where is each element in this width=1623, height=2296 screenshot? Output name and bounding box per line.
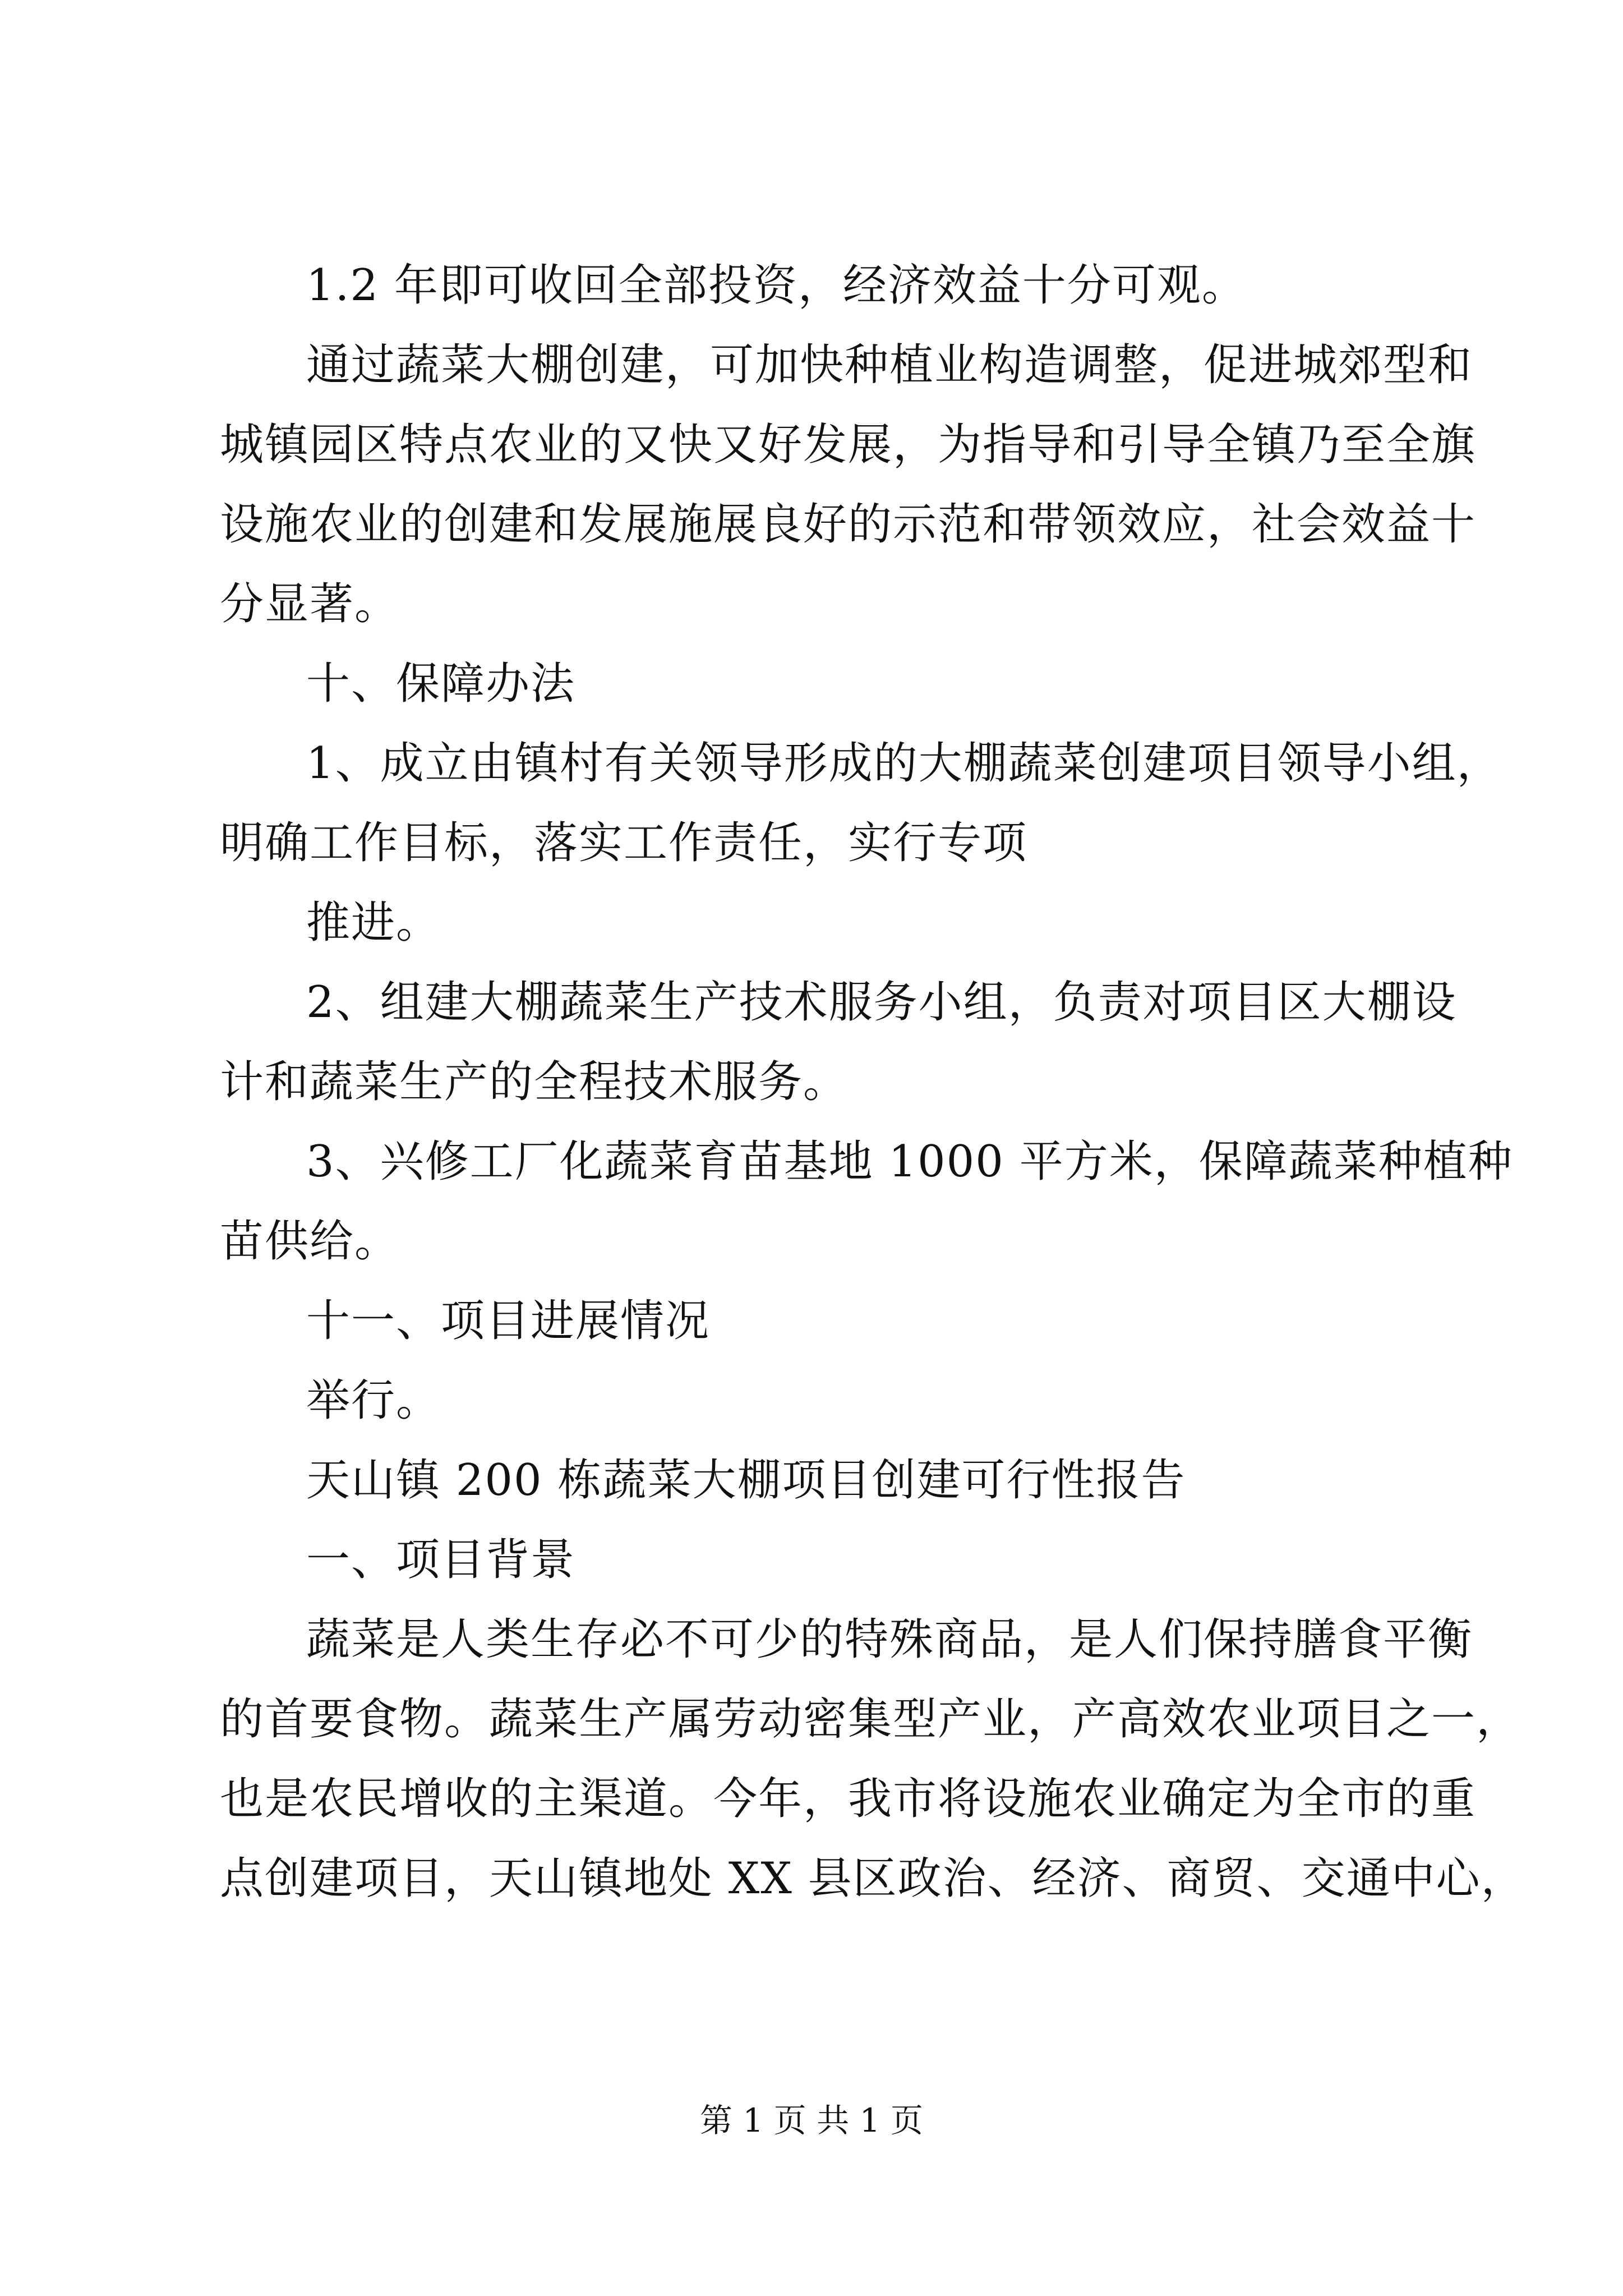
text-line: 分显著。 bbox=[220, 579, 400, 629]
text-line: 1.2 年即可收回全部投资，经济效益十分可观。 bbox=[306, 260, 1247, 311]
section-heading: 十、保障办法 bbox=[306, 659, 576, 709]
text-line: 1、成立由镇村有关领导形成的大棚蔬菜创建项目领导小组， bbox=[306, 738, 1502, 789]
text-line: 推进。 bbox=[306, 898, 441, 948]
text-line: 明确工作目标，落实工作责任，实行专项 bbox=[220, 818, 1028, 868]
text-line: 2、组建大棚蔬菜生产技术服务小组，负责对项目区大棚设 bbox=[306, 977, 1457, 1028]
section-heading: 十一、项目进展情况 bbox=[306, 1296, 711, 1346]
text-line: 点创建项目，天山镇地处 XX 县区政治、经济、商贸、交通中心， bbox=[220, 1853, 1526, 1904]
document-body bbox=[220, 246, 1526, 1918]
section-heading: 一、项目背景 bbox=[306, 1535, 576, 1585]
text-line: 的首要食物。蔬菜生产属劳动密集型产业，产高效农业项目之一， bbox=[220, 1694, 1521, 1745]
text-line: 3、兴修工厂化蔬菜育苗基地 1000 平方米，保障蔬菜种植种 bbox=[306, 1137, 1513, 1187]
text-line: 计和蔬菜生产的全程技术服务。 bbox=[220, 1057, 849, 1107]
text-line: 通过蔬菜大棚创建，可加快种植业构造调整，促进城郊型和 bbox=[306, 340, 1473, 390]
text-line: 苗供给。 bbox=[220, 1216, 400, 1267]
text-line: 设施农业的创建和发展施展良好的示范和带领效应，社会效益十 bbox=[220, 499, 1477, 550]
text-line: 城镇园区特点农业的又快又好发展，为指导和引导全镇乃至全旗 bbox=[220, 420, 1477, 470]
text-line: 也是农民增收的主渠道。今年，我市将设施农业确定为全市的重 bbox=[220, 1774, 1477, 1824]
text-line: 举行。 bbox=[306, 1375, 441, 1426]
page-footer: 第 1 页 共 1 页 bbox=[700, 2101, 923, 2139]
text-line: 蔬菜是人类生存必不可少的特殊商品，是人们保持膳食平衡 bbox=[306, 1614, 1473, 1665]
report-title: 天山镇 200 栋蔬菜大棚项目创建可行性报告 bbox=[306, 1455, 1186, 1506]
